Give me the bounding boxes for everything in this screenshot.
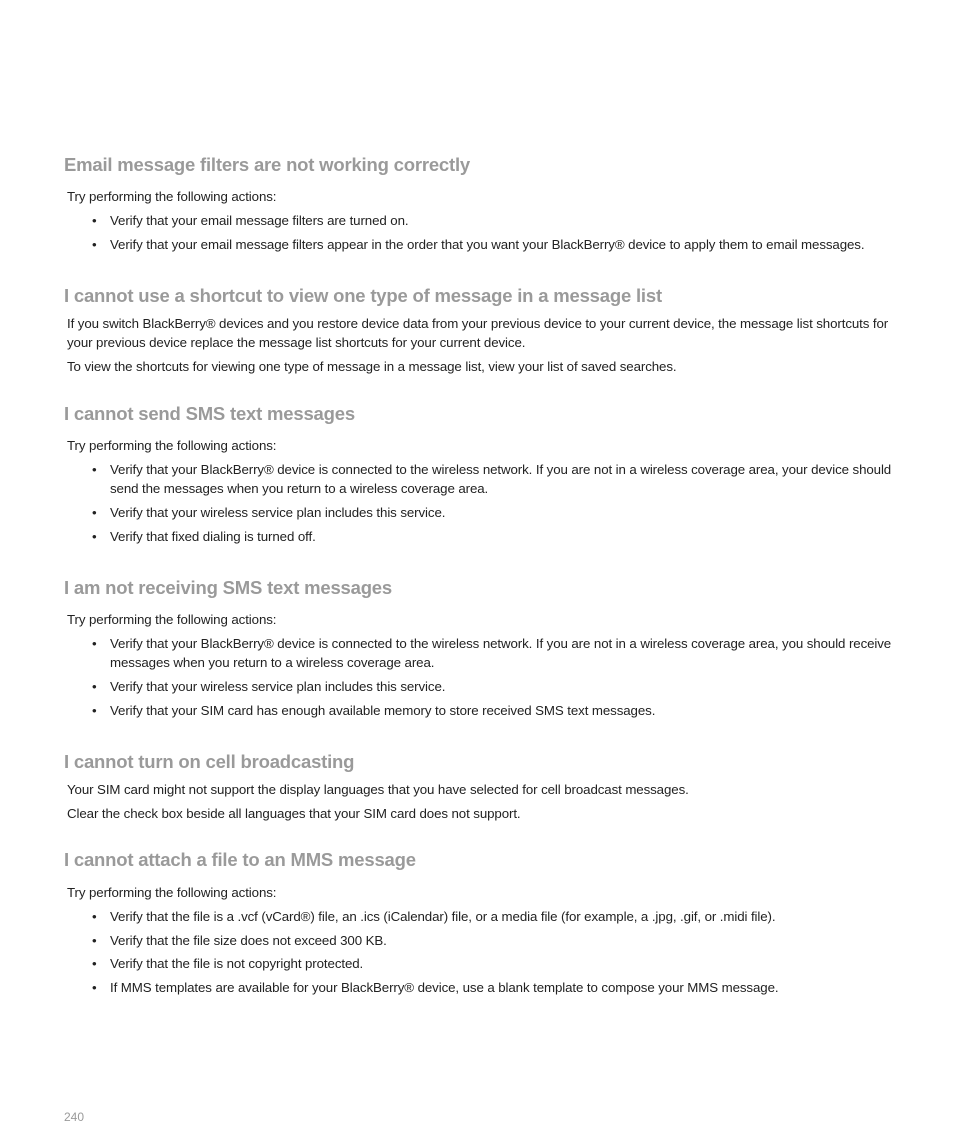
list-item bbox=[92, 460, 892, 498]
bullet-glyph: • bbox=[92, 213, 97, 228]
list-item bbox=[92, 907, 892, 926]
bullet-glyph: • bbox=[92, 237, 97, 252]
list-item-text: If MMS templates are available for your BlackBerry® device, use a blank template to compose your MMS message. bbox=[110, 980, 779, 995]
list-item-text: Verify that your email message filters appear in the order that you want your BlackBerry® device to apply them to email messages. bbox=[110, 237, 865, 252]
list-item bbox=[92, 503, 892, 522]
section-paragraph: To view the shortcuts for viewing one type of message in a message list, view your list of saved searches. bbox=[67, 359, 677, 374]
bullet-glyph: • bbox=[92, 980, 97, 995]
section-intro: Try performing the following actions: bbox=[67, 189, 277, 204]
list-item bbox=[92, 931, 892, 950]
section-paragraph: If you switch BlackBerry® devices and you restore device data from your previous device to your current device, the message list shortcuts for your previous device replace the message list shortcuts for your current device. bbox=[67, 316, 889, 350]
list-item bbox=[92, 235, 892, 254]
section-heading: I cannot turn on cell broadcasting bbox=[64, 751, 355, 772]
page-number: 240 bbox=[64, 1110, 85, 1124]
list-item-text: Verify that the file size does not exceed 300 KB. bbox=[110, 933, 387, 948]
bullet-glyph: • bbox=[92, 679, 97, 694]
section-heading: I am not receiving SMS text messages bbox=[64, 577, 392, 598]
section-intro: Try performing the following actions: bbox=[67, 612, 277, 627]
list-item bbox=[92, 978, 892, 997]
section-intro: Try performing the following actions: bbox=[67, 438, 277, 453]
bullet-glyph: • bbox=[92, 956, 97, 971]
list-item-text: Verify that your BlackBerry® device is connected to the wireless network. If you are not in a wireless coverage area, your device should send the messages when you return to a wireless coverage area. bbox=[110, 462, 892, 496]
section-heading: I cannot send SMS text messages bbox=[64, 403, 355, 424]
list-item bbox=[92, 677, 892, 696]
bullet-glyph: • bbox=[92, 505, 97, 520]
section-paragraph: Clear the check box beside all languages that your SIM card does not support. bbox=[67, 806, 521, 821]
bullet-glyph: • bbox=[92, 529, 97, 544]
section-heading: I cannot attach a file to an MMS message bbox=[64, 849, 416, 870]
section-heading: Email message filters are not working correctly bbox=[64, 154, 470, 175]
bullet-glyph: • bbox=[92, 933, 97, 948]
bullet-glyph: • bbox=[92, 703, 97, 718]
list-item-text: Verify that fixed dialing is turned off. bbox=[110, 529, 316, 544]
section-paragraph: Your SIM card might not support the display languages that you have selected for cell broadcast messages. bbox=[67, 782, 689, 797]
section-heading: I cannot use a shortcut to view one type of message in a message list bbox=[64, 285, 662, 306]
list-item-text: Verify that your BlackBerry® device is connected to the wireless network. If you are not in a wireless coverage area, you should receive messages when you return to a wireless coverage area. bbox=[110, 636, 892, 670]
list-item-text: Verify that the file is a .vcf (vCard®) file, an .ics (iCalendar) file, or a media file (for example, a .jpg, .gif, or .midi file). bbox=[110, 909, 776, 924]
list-item bbox=[92, 211, 892, 230]
list-item-text: Verify that your SIM card has enough available memory to store received SMS text messages. bbox=[110, 703, 656, 718]
bullet-glyph: • bbox=[92, 636, 97, 651]
bullet-glyph: • bbox=[92, 462, 97, 477]
list-item-text: Verify that the file is not copyright protected. bbox=[110, 956, 364, 971]
list-item-text: Verify that your wireless service plan includes this service. bbox=[110, 679, 446, 694]
list-item bbox=[92, 634, 892, 672]
list-item bbox=[92, 527, 892, 546]
bullet-glyph: • bbox=[92, 909, 97, 924]
list-item-text: Verify that your email message filters are turned on. bbox=[110, 213, 409, 228]
list-item bbox=[92, 954, 892, 973]
section-intro: Try performing the following actions: bbox=[67, 885, 277, 900]
list-item bbox=[92, 701, 892, 720]
list-item-text: Verify that your wireless service plan includes this service. bbox=[110, 505, 446, 520]
